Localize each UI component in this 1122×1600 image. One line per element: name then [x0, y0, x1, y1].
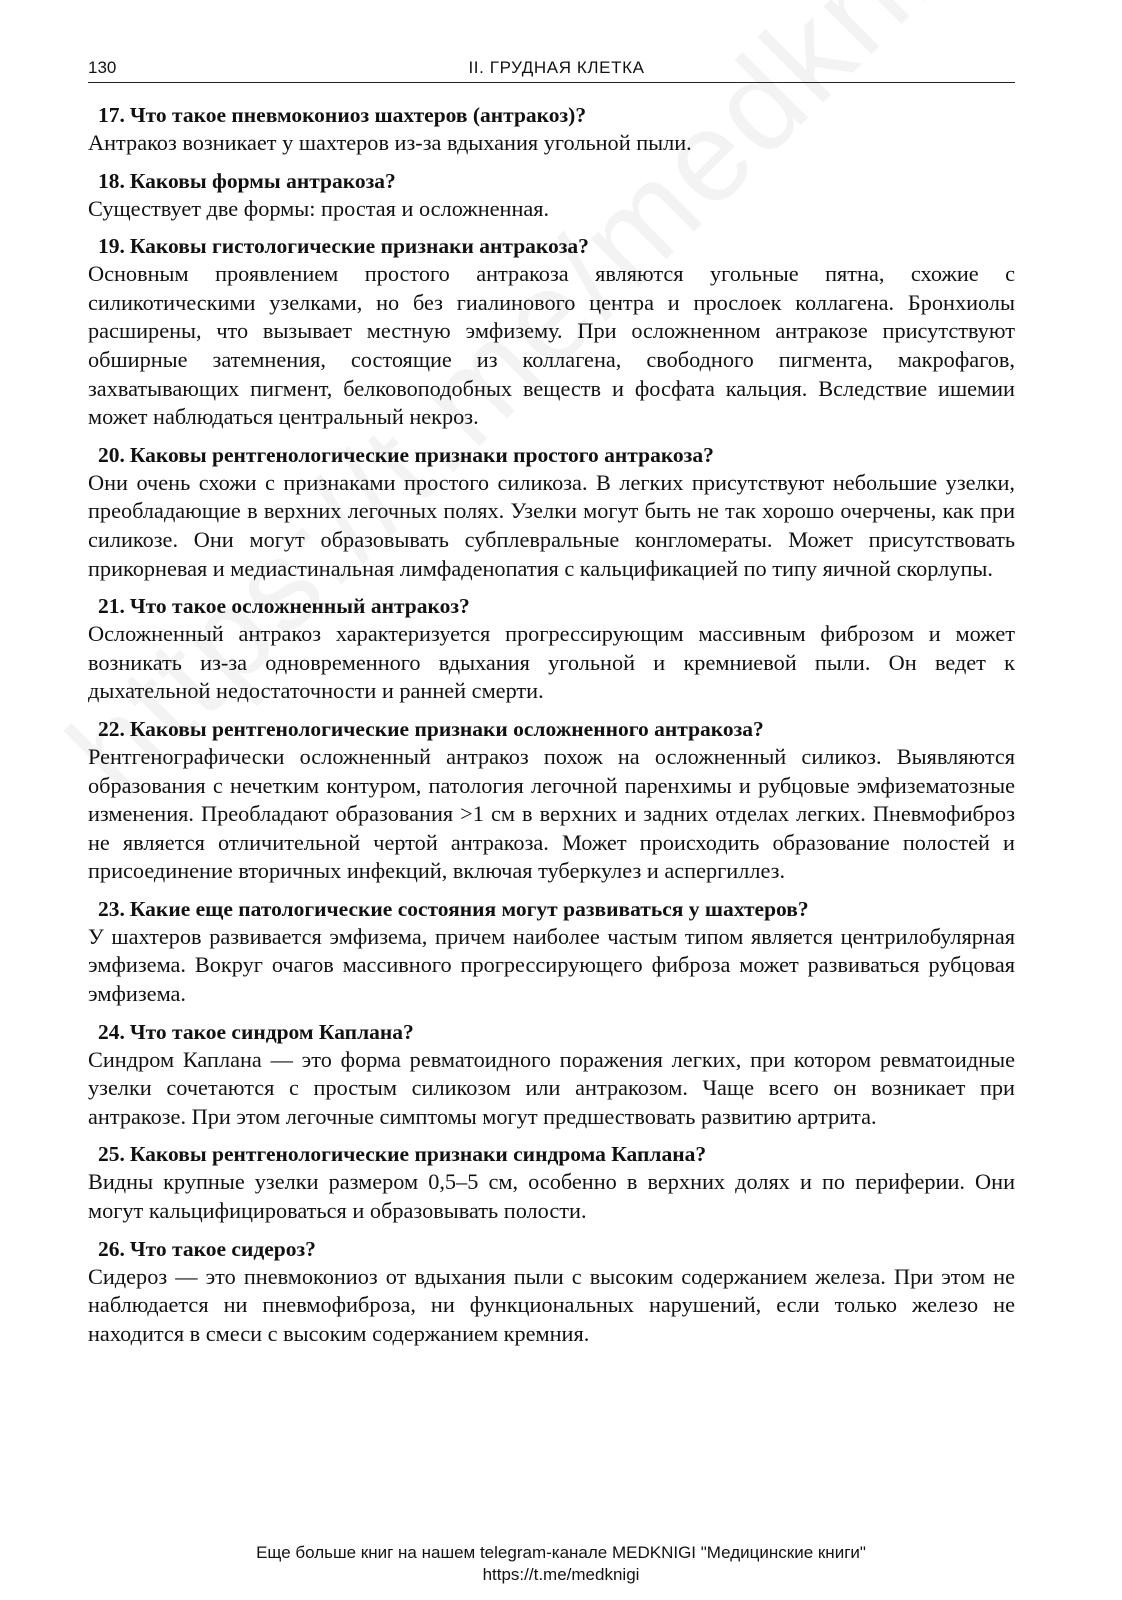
question-number: 24. — [98, 1019, 125, 1044]
question-number: 25. — [98, 1142, 125, 1167]
page-number: 130 — [88, 58, 117, 77]
qa-item-26 — [88, 1235, 1015, 1349]
answer-text: У шахтеров развивается эмфизема, причем наиболее частым типом является центрилобулярная эмфизема. Вокруг очагов массивного прогрессирующего фиброза может развиваться рубцовая эмфизема. — [88, 923, 1015, 1007]
answer-text: Видны крупные узелки размером 0,5–5 см, особенно в верхних долях и по периферии. Они могут кальцифицироваться и образовывать полости. — [88, 1169, 1015, 1224]
footer-promo-text: Еще больше книг на нашем telegram-канале MEDKNIGI "Медицинские книги" — [256, 1543, 866, 1562]
question-text: Каковы формы антракоза? — [129, 168, 396, 193]
answer-text: Они очень схожи с признаками простого силикоза. В легких присутствуют небольшие узелки, преобладающие в верхних легочных полях. Узелки могут быть не так хорошо очерчены, как при силикозе. Они могут образовывать субплевральные конгломераты. Может присутствовать прикорневая и медиастинальная лимфаденопатия с кальцификацией по типу яичной скорлупы. — [88, 469, 1015, 581]
question-heading — [88, 1235, 1015, 1263]
question-heading — [88, 1018, 1015, 1046]
page-content — [88, 101, 1015, 1357]
answer-text: Основным проявлением простого антракоза являются угольные пятна, схожие с силикотическими узелками, но без гиалинового центра и прослоек коллагена. Бронхиолы расширены, что вызывает местную эмфизему. При осложненном антракозе присутствуют обширные затемнения, состоящие из коллагена, свободного пигмента, макрофагов, захватывающих пигмент, белковоподобных веществ и фосфата кальция. Вследствие ишемии может наблюдаться центральный некроз. — [88, 261, 1015, 430]
answer-text: Существует две формы: простая и осложненная. — [88, 195, 550, 221]
qa-item-25 — [88, 1140, 1015, 1225]
question-text: Каковы рентгенологические признаки осложненного антракоза? — [129, 716, 764, 741]
question-number: 17. — [98, 103, 125, 127]
question-text: Каковы гистологические признаки антракоза? — [129, 234, 589, 259]
question-text: Каковы рентгенологические признаки простого антракоза? — [129, 442, 714, 467]
question-heading — [88, 101, 1015, 129]
page-header — [88, 56, 1015, 83]
question-text: Что такое осложненный антракоз? — [129, 594, 470, 619]
question-text: Что такое пневмокониоз шахтеров (антракоз)? — [129, 103, 587, 127]
question-heading — [88, 441, 1015, 469]
question-text: Что такое синдром Каплана? — [129, 1019, 414, 1044]
question-number: 26. — [98, 1236, 125, 1261]
qa-item-18 — [88, 167, 1015, 224]
qa-item-20 — [88, 441, 1015, 583]
footer-link: https://t.me/medknigi — [482, 1565, 640, 1584]
question-text: Каковы рентгенологические признаки синдрома Каплана? — [129, 1142, 707, 1167]
answer-text: Рентгенографически осложненный антракоз похож на осложненный силикоз. Выявляются образования с нечетким контуром, патология легочной паренхимы и рубцовые эмфизематозные изменения. Преобладают образования >1 см в верхних и задних отделах легких. Пневмофиброз не является отличительной чертой антракоза. Может происходить образование полостей и присоединение вторичных инфекций, включая туберкулез и аспергиллез. — [88, 743, 1015, 884]
qa-item-21 — [88, 592, 1015, 706]
question-number: 19. — [98, 234, 125, 259]
question-heading — [88, 895, 1015, 923]
question-number: 22. — [98, 716, 125, 741]
question-number: 21. — [98, 594, 125, 619]
question-text: Что такое сидероз? — [129, 1236, 316, 1261]
qa-item-22 — [88, 715, 1015, 886]
page-footer — [0, 1542, 1122, 1586]
qa-item-23 — [88, 895, 1015, 1009]
answer-text: Осложненный антракоз характеризуется прогрессирующим массивным фиброзом и может возникать из-за одновременного вдыхания угольной и кремниевой пыли. Он ведет к дыхательной недостаточности и ранней смерти. — [88, 621, 1015, 704]
question-text: Какие еще патологические состояния могут развиваться у шахтеров? — [129, 896, 809, 921]
qa-item-19 — [88, 232, 1015, 432]
question-number: 18. — [98, 168, 125, 193]
question-heading — [88, 167, 1015, 195]
qa-item-17 — [88, 101, 1015, 158]
running-title: II. ГРУДНАЯ КЛЕТКА — [468, 58, 645, 77]
answer-text: Сидероз — это пневмокониоз от вдыхания пыли с высоким содержанием железа. При этом не наблюдается ни пневмофиброза, ни функциональных нарушений, если только железо не находится в смеси с высоким содержанием кремния. — [88, 1263, 1015, 1346]
question-heading — [88, 592, 1015, 620]
question-heading — [88, 232, 1015, 260]
answer-text: Синдром Каплана — это форма ревматоидного поражения легких, при котором ревматоидные узелки сочетаются с простым силикозом или антракозом. Чаще всего он возникает при антракозе. При этом легочные симптомы могут предшествовать развитию артрита. — [88, 1046, 1015, 1129]
question-number: 23. — [98, 896, 125, 921]
question-number: 20. — [98, 442, 125, 467]
qa-item-24 — [88, 1018, 1015, 1132]
question-heading — [88, 715, 1015, 743]
question-heading — [88, 1140, 1015, 1168]
answer-text: Антракоз возникает у шахтеров из-за вдыхания угольной пыли. — [88, 130, 692, 155]
